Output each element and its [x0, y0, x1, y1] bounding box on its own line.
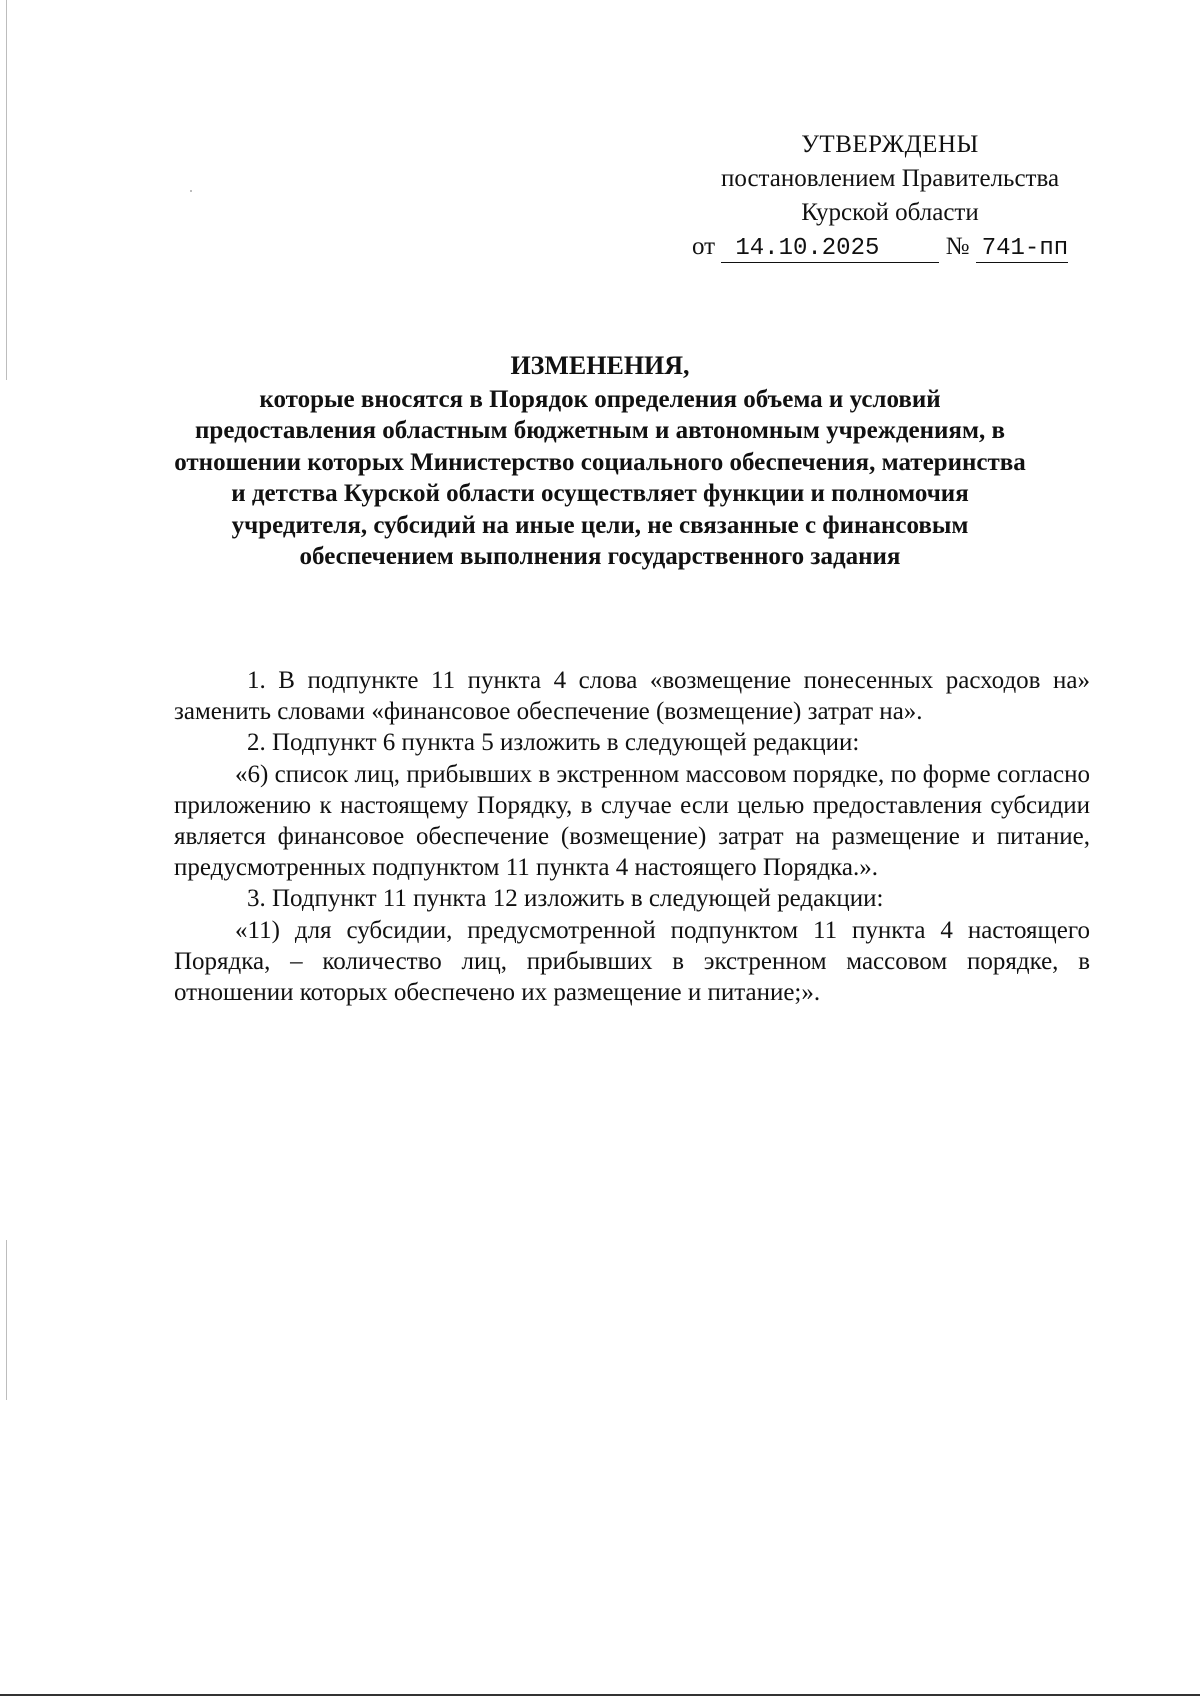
- document-body: [174, 665, 1090, 1008]
- scan-artifact-dot: [190, 190, 192, 192]
- paragraph-1: 1. В подпункте 11 пункта 4 слова «возмещение понесенных расходов на» заменить словами «финансовое обеспечение (возмещение) затрат на».: [174, 667, 1090, 726]
- title-subtitle: которые вносятся в Порядок определения объема и условий предоставления областным бюджетным и автономным учреждениям, в отношении которых Министерство социального обеспечения, материнства и детства Курской области осуществляет функции и полномочия учредителя, субсидий на иные цели, не связанные с финансовым обеспечением выполнения государственного задания: [174, 385, 1026, 570]
- number-label: №: [945, 233, 970, 260]
- approval-date: 14.10.2025: [721, 236, 939, 263]
- paragraph-3: «6) список лиц, прибывших в экстренном массовом порядке, по форме согласно приложению к настоящему Порядку, в случае если целью предоставления субсидии является финансовое обеспечение (возмещение) затрат на размещение и питание, предусмотренных подпунктом 11 пункта 4 настоящего Порядка.».: [174, 760, 1090, 882]
- approval-stamp: [680, 128, 1100, 264]
- paragraph-5: «11) для субсидии, предусмотренной подпунктом 11 пункта 4 настоящего Порядка, – количество лиц, прибывших в экстренном массовом порядке, в отношении которых обеспечено их размещение и питание;».: [174, 916, 1090, 1007]
- approval-number: 741-пп: [976, 236, 1068, 263]
- scan-artifact-left-top: [6, 0, 7, 380]
- approval-date-line: [692, 230, 1100, 264]
- from-label: от: [692, 233, 716, 260]
- scan-artifact-left-bottom: [6, 1240, 7, 1400]
- paragraph-4: 3. Подпункт 11 пункта 12 изложить в следующей редакции:: [247, 885, 884, 913]
- approval-line-2: Курской области: [801, 199, 979, 226]
- document-title: [170, 350, 1030, 573]
- approval-line-1: постановлением Правительства: [720, 165, 1060, 192]
- title-main: ИЗМЕНЕНИЯ,: [510, 351, 690, 380]
- paragraph-2: 2. Подпункт 6 пункта 5 изложить в следующей редакции:: [247, 729, 860, 757]
- approved-heading: УТВЕРЖДЕНЫ: [801, 131, 979, 158]
- page-bottom-edge: [0, 1694, 1200, 1696]
